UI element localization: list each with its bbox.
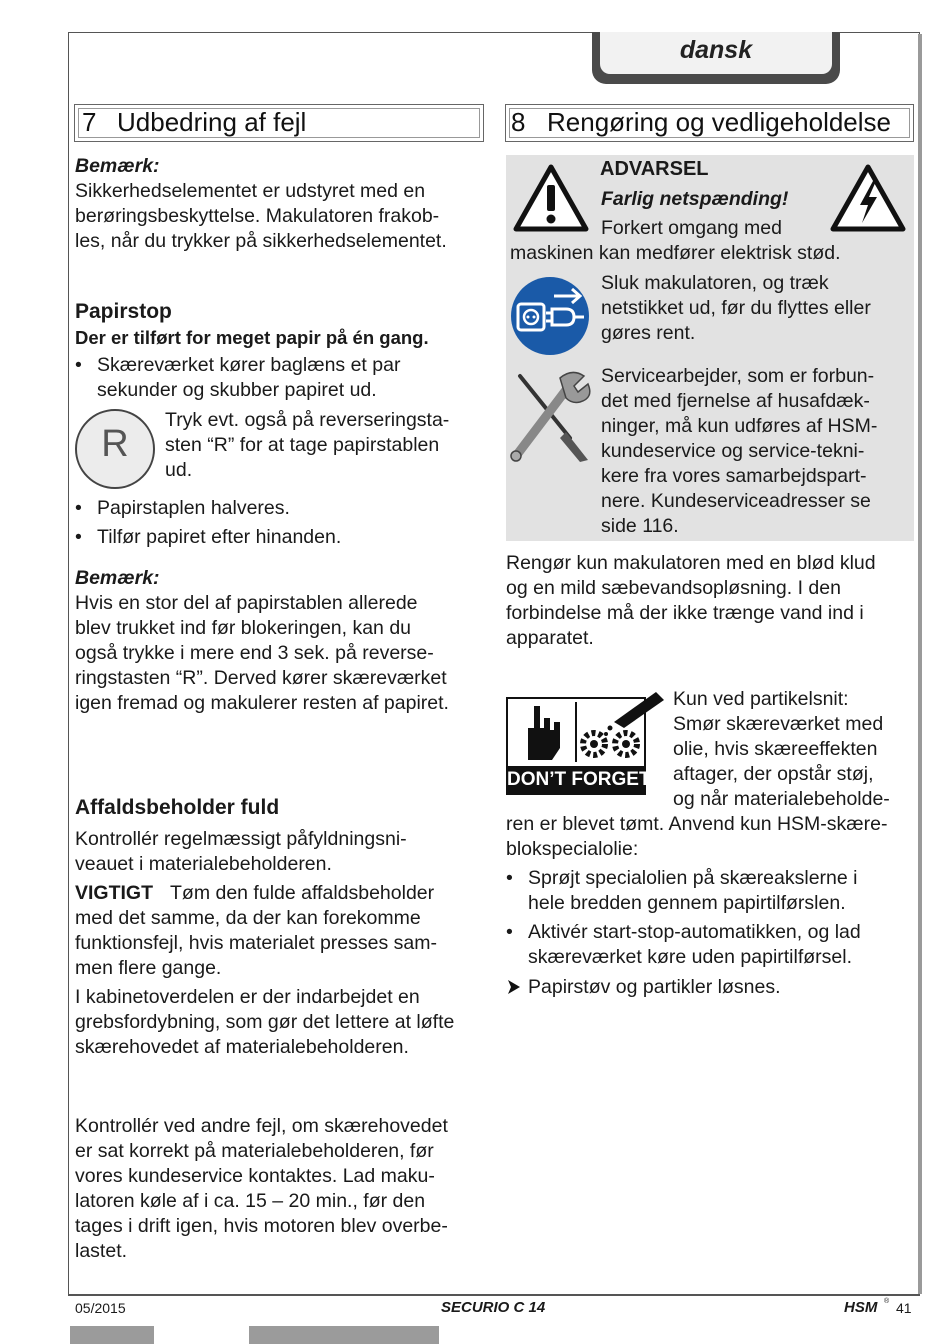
cleaning-line: apparatet.	[506, 627, 594, 649]
warning-line: Forkert omgang med	[601, 217, 782, 239]
bullet-dot: •	[506, 921, 513, 943]
footer-date: 05/2015	[75, 1300, 126, 1316]
result-line: Papirstøv og partikler løsnes.	[528, 976, 781, 998]
important-label: VIGTIGT	[75, 882, 153, 904]
oil-line: aftager, der opstår støj,	[673, 763, 874, 785]
note1-line: berøringsbeskyttelse. Makulatoren frakob-	[75, 205, 440, 227]
paperstop-bullet1: Skæreværket kører baglæns et par	[97, 354, 401, 376]
electric-hazard-icon	[829, 163, 907, 233]
bin-para2: men flere gange.	[75, 957, 222, 979]
oil-line: blokspecialolie:	[506, 838, 639, 860]
unplug-icon	[510, 276, 590, 356]
section8-title: Rengøring og vedligeholdelse	[547, 107, 892, 137]
note2-line: også trykke i mere end 3 sek. på reverse-	[75, 642, 434, 664]
bullet-dot: •	[75, 497, 82, 519]
bin-para3: grebsfordybning, som gør det lettere at løfte	[75, 1011, 455, 1033]
other-faults-line: latoren køle af i ca. 15 – 20 min., før den	[75, 1190, 426, 1212]
note1-line: Sikkerhedselementet er udstyret med en	[75, 180, 426, 202]
frame-shadow	[918, 34, 922, 1294]
other-faults-line: er sat korrekt på materialebeholderen, før	[75, 1140, 434, 1162]
oil-bullet1: Sprøjt specialolien på skæreakslerne i	[528, 867, 858, 889]
footer-page-number: 41	[896, 1300, 912, 1316]
language-tab: dansk	[600, 32, 832, 74]
note2-line: Hvis en stor del af papirstablen allerede	[75, 592, 418, 614]
service-line: det med fjernelse af husafdæk-	[601, 390, 870, 412]
warning-label: ADVARSEL	[600, 158, 709, 180]
bin-full-heading: Affaldsbeholder fuld	[75, 796, 280, 819]
warning-subtitle: Farlig netspænding!	[601, 188, 789, 210]
note2-line: ringstasten “R”. Derved kører skæreværket	[75, 667, 447, 689]
oil-line: og når materialebeholde-	[673, 788, 890, 810]
oil-bullet1: hele bredden gennem papirtilførslen.	[528, 892, 846, 914]
oil-line: Smør skæreværket med	[673, 713, 884, 735]
r-key-label: R	[101, 423, 129, 465]
oil-bullet2: skæreværket køre uden papirtilførsel.	[528, 946, 853, 968]
section7-title: Udbedring af fejl	[117, 107, 307, 137]
oil-line: Kun ved partikelsnit:	[673, 688, 849, 710]
other-faults-line: lastet.	[75, 1240, 128, 1262]
service-line: nere. Kundeserviceadresser se	[601, 490, 871, 512]
r-key-text: Tryk evt. også på reverseringsta-	[165, 409, 450, 431]
arrow-right-icon	[506, 978, 522, 996]
footer-rule	[68, 1294, 920, 1296]
bin-para3: skærehovedet af materialebeholderen.	[75, 1036, 409, 1058]
r-key-text: ud.	[165, 459, 193, 481]
bin-para2: med det samme, da der kan forekomme	[75, 907, 421, 929]
warning-triangle-icon	[512, 163, 590, 233]
service-line: kundeservice og service-tekni-	[601, 440, 865, 462]
note1-line: les, når du trykker på sikkerhedselementet.	[75, 230, 447, 252]
section7-number: 7	[82, 107, 97, 137]
cleaning-line: forbindelse må der ikke trænge vand ind i	[506, 602, 864, 624]
paperstop-bullet1: sekunder og skubber papiret ud.	[97, 379, 377, 401]
registered-mark: ®	[884, 1298, 890, 1305]
r-key-text: sten “R” for at tage papirstablen	[165, 434, 440, 456]
bullet-dot: •	[75, 526, 82, 548]
unplug-line: gøres rent.	[601, 322, 696, 344]
note1-label: Bemærk:	[75, 155, 160, 177]
bottom-tab-marker	[249, 1326, 439, 1344]
bin-para3: I kabinetoverdelen er der indarbejdet en	[75, 986, 420, 1008]
paperstop-bold-line: Der er tilført for meget papir på én gang.	[75, 327, 429, 348]
service-line: Servicearbejder, som er forbun-	[601, 365, 875, 387]
service-line: ninger, må kun udføres af HSM-	[601, 415, 878, 437]
note2-line: igen fremad og makulerer resten af papiret.	[75, 692, 449, 714]
other-faults-line: Kontrollér ved andre fejl, om skærehovedet	[75, 1115, 448, 1137]
bin-para1: veauet i materialebeholderen.	[75, 853, 332, 875]
paperstop-heading: Papirstop	[75, 300, 172, 323]
note2-line: blev trukket ind før blokeringen, kan du	[75, 617, 412, 639]
bin-para2: funktionsfejl, hvis materialet presses sam-	[75, 932, 437, 954]
tools-icon	[510, 368, 594, 464]
oil-line: ren er blevet tømt. Anvend kun HSM-skære-	[506, 813, 888, 835]
other-faults-line: vores kundeservice kontaktes. Lad maku-	[75, 1165, 435, 1187]
footer-model: SECURIO C 14	[441, 1299, 546, 1316]
unplug-line: netstikket ud, før du flyttes eller	[601, 297, 871, 319]
oil-bullet2: Aktivér start-stop-automatikken, og lad	[528, 921, 861, 943]
service-line: kere fra vores samarbejdspart-	[601, 465, 867, 487]
dont-forget-label: DON’T FORGET	[507, 769, 651, 790]
footer-brand-logo: HSM	[844, 1299, 878, 1316]
bullet-dot: •	[75, 354, 82, 376]
other-faults-line: tages i drift igen, hvis motoren blev overbe-	[75, 1215, 448, 1237]
bin-para2: Tøm den fulde affaldsbeholder	[170, 882, 435, 904]
bin-para1: Kontrollér regelmæssigt påfyldningsni-	[75, 828, 407, 850]
cleaning-line: Rengør kun makulatoren med en blød klud	[506, 552, 876, 574]
paperstop-bullet2: Papirstaplen halveres.	[97, 497, 290, 519]
cleaning-line: og en mild sæbevandsopløsning. I den	[506, 577, 841, 599]
unplug-line: Sluk makulatoren, og træk	[601, 272, 829, 294]
service-line: side 116.	[601, 515, 679, 537]
paperstop-bullet3: Tilfør papiret efter hinanden.	[97, 526, 342, 548]
oil-line: olie, hvis skæreeffekten	[673, 738, 878, 760]
bullet-dot: •	[506, 867, 513, 889]
section8-number: 8	[511, 107, 526, 137]
bottom-tab-marker	[70, 1326, 154, 1344]
note2-label: Bemærk:	[75, 567, 160, 589]
warning-line: maskinen kan medfører elektrisk stød.	[510, 242, 841, 264]
